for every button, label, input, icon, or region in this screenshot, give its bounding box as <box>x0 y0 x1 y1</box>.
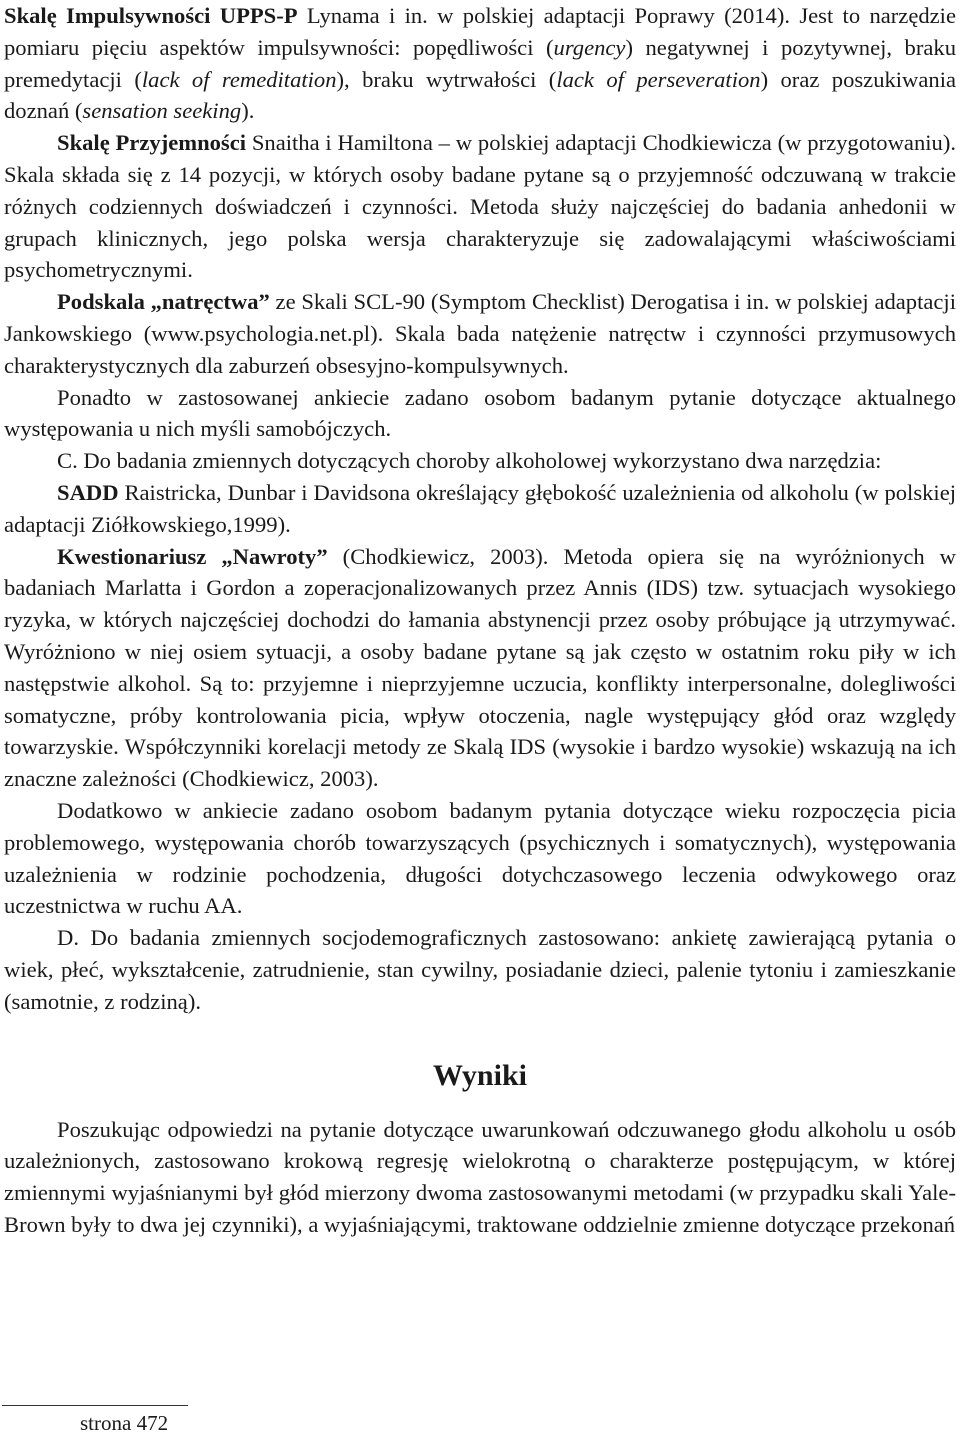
paragraph-sadd: SADD Raistricka, Dunbar i Davidsona określający głębokość uzależnienia od alkoholu (w polskiej adaptacji Ziółkowskiego,1999). <box>4 479 956 537</box>
paragraph-pleasure-scale: Skalę Przyjemności Snaitha i Hamiltona – w polskiej adaptacji Chodkiewicza (w przygotowaniu). Skala składa się z 14 pozycji, w których osoby badane pytane są o przyjemność odczuwaną w trakcie różnych codziennych doświadczeń i czynności. Metoda służy najczęściej do badania anhedonii w grupach klinicznych, jego polska wersja charakteryzuje się zadowalającymi właściwościami psychometrycznymi. <box>4 130 956 283</box>
paragraph-upps-p: Skalę Impulsywności UPPS-P Lynama i in. w polskiej adaptacji Poprawy (2014). Jest to narzędzie pomiaru pięciu aspektów impulsywności: popędliwości (urgency) negatywnej i pozytywnej, braku premedytacji (lack of remeditation), braku wytrwałości (lack of perseveration) oraz poszukiwania doznań (sensation seeking). <box>4 3 957 124</box>
section-heading: Wyniki <box>433 1058 527 1092</box>
paragraph-section-d: D. Do badania zmiennych socjodemograficznych zastosowano: ankietę zawierającą pytania o wiek, płeć, wykształcenie, zatrudnienie, stan cywilny, posiadanie dzieci, palenie tytoniu i zamieszkanie (samotnie, z rodziną). <box>4 925 956 1014</box>
paragraph-section-c: C. Do badania zmiennych dotyczących choroby alkoholowej wykorzystano dwa narzędzia: <box>57 448 882 474</box>
paragraph-results: Poszukując odpowiedzi na pytanie dotyczące uwarunkowań odczuwanego głodu alkoholu u osób uzależnionych, zastosowano krokową regresję wielokrotną o charakterze postępującym, w której zmiennymi wyjaśnianymi był głód mierzony dwoma zastosowanymi metodami (w przypadku skali Yale-Brown były to dwa jej czynniki), a wyjaśniającymi, traktowane oddzielnie zmienne dotyczące przekonań <box>4 1116 956 1237</box>
page-number: strona 472 <box>80 1411 169 1435</box>
page-footer <box>0 1405 188 1436</box>
document-page <box>4 0 956 1241</box>
scale-name: Skalę Przyjemności <box>57 130 247 156</box>
scale-name: Kwestionariusz „Nawroty” <box>57 543 328 569</box>
scale-name: Podskala „natręctwa” <box>57 289 270 315</box>
paragraph-additional-questions: Dodatkowo w ankiecie zadano osobom badanym pytania dotyczące wieku rozpoczęcia picia problemowego, występowania chorób towarzyszących (psychicznych i somatycznych), występowania uzależnienia w rodzinie pochodzenia, długości dotychczasowego leczenia odwykowego oraz uczestnictwa w ruchu AA. <box>4 797 956 919</box>
paragraph-suicidal-thoughts: Ponadto w zastosowanej ankiecie zadano osobom badanym pytanie dotyczące aktualnego występowania u nich myśli samobójczych. <box>4 384 956 442</box>
scale-name: Skalę Impulsywności UPPS-P <box>4 3 298 28</box>
scale-name: SADD <box>57 479 119 505</box>
paragraph-scl90: Podskala „natręctwa” ze Skali SCL-90 (Symptom Checklist) Derogatisa i in. w polskiej adaptacji Jankowskiego (www.psychologia.net.pl). Skala bada natężenie natręctw i czynności przymusowych charakterystycznych dla zaburzeń obsesyjno-kompulsywnych. <box>4 289 956 378</box>
paragraph-relapse-questionnaire: Kwestionariusz „Nawroty” (Chodkiewicz, 2003). Metoda opiera się na wyróżnionych w badaniach Marlatta i Gordon a zoperacjonalizowanych przez Annis (IDS) tzw. sytuacjach wysokiego ryzyka, w których najczęściej dochodzi do łamania abstynencji przez osoby próbujące ją utrzymywać. Wyróżniono w niej osiem sytuacji, a osoby badane pytane są jak często w ostatnim roku piły w ich następstwie alkohol. Są to: przyjemne i nieprzyjemne uczucia, konflikty interpersonalne, dolegliwości somatyczne, próby kontrolowania picia, wpływ otoczenia, nagle występujący głód oraz względy towarzyskie. Współczynniki korelacji metody ze Skalą IDS (wysokie i bardzo wysokie) wskazują na ich znaczne zależności (Chodkiewicz, 2003). <box>4 543 956 792</box>
